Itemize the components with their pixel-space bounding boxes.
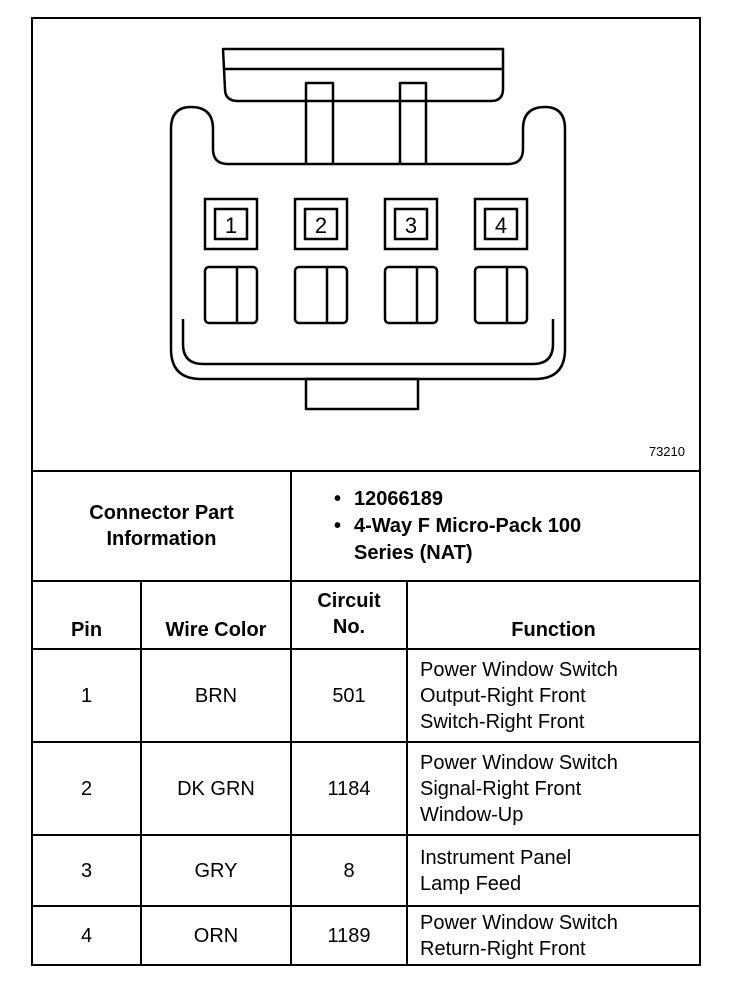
pin-label-1: 1	[224, 213, 238, 238]
header-circuit-no: Circuit No.	[317, 590, 381, 638]
row-3-wire-color: GRY	[194, 859, 238, 882]
pin-label-4: 4	[494, 213, 508, 238]
row-1-pin: 1	[80, 684, 93, 707]
divider	[290, 470, 292, 582]
connector-info-sheet	[31, 17, 701, 966]
row-1-function: Power Window Switch Output-Right Front Switch-Right Front	[420, 658, 618, 733]
latch-post-left	[306, 83, 333, 164]
row-4-wire-color: ORN	[193, 924, 239, 947]
row-3-function: Instrument Panel Lamp Feed	[420, 846, 572, 895]
row-2-pin: 2	[80, 777, 93, 800]
part-info-label-line: Information	[106, 528, 217, 550]
part-info-list	[330, 486, 581, 567]
latch-post-right	[400, 83, 426, 164]
connector-description: • 4-Way F Micro-Pack 100 Series (NAT)	[330, 513, 581, 567]
header-wire-color: Wire Color	[165, 619, 267, 641]
row-3-pin: 3	[80, 859, 93, 882]
row-2-function: Power Window Switch Signal-Right Front Window-Up	[420, 751, 618, 826]
part-info-label	[33, 472, 290, 580]
connector-diagram	[33, 19, 699, 470]
connector-face-drawing	[33, 19, 699, 470]
pin-label-2: 2	[314, 213, 328, 238]
connector-bottom-tab	[306, 379, 418, 409]
row-4-function: Power Window Switch Return-Right Front	[420, 911, 618, 960]
row-4-circuit: 1189	[327, 924, 371, 947]
part-info-label-line: Connector Part	[89, 502, 234, 524]
figure-number: 73210	[648, 444, 685, 459]
row-4-pin: 4	[80, 924, 93, 947]
terminal-cavity-1	[205, 267, 257, 323]
connector-body	[171, 107, 565, 379]
connector-latch	[223, 49, 503, 101]
row-3-circuit: 8	[343, 859, 355, 882]
terminal-cavity-2	[295, 267, 347, 323]
part-number: • 12066189	[330, 486, 581, 513]
terminal-cavity-3	[385, 267, 437, 323]
header-function: Function	[511, 619, 596, 641]
pin-label-3: 3	[404, 213, 418, 238]
row-1-wire-color: BRN	[194, 684, 238, 707]
terminal-cavity-4	[475, 267, 527, 323]
row-1-circuit: 501	[332, 684, 366, 707]
row-2-wire-color: DK GRN	[177, 777, 255, 800]
header-pin: Pin	[70, 619, 103, 641]
row-2-circuit: 1184	[327, 777, 371, 800]
